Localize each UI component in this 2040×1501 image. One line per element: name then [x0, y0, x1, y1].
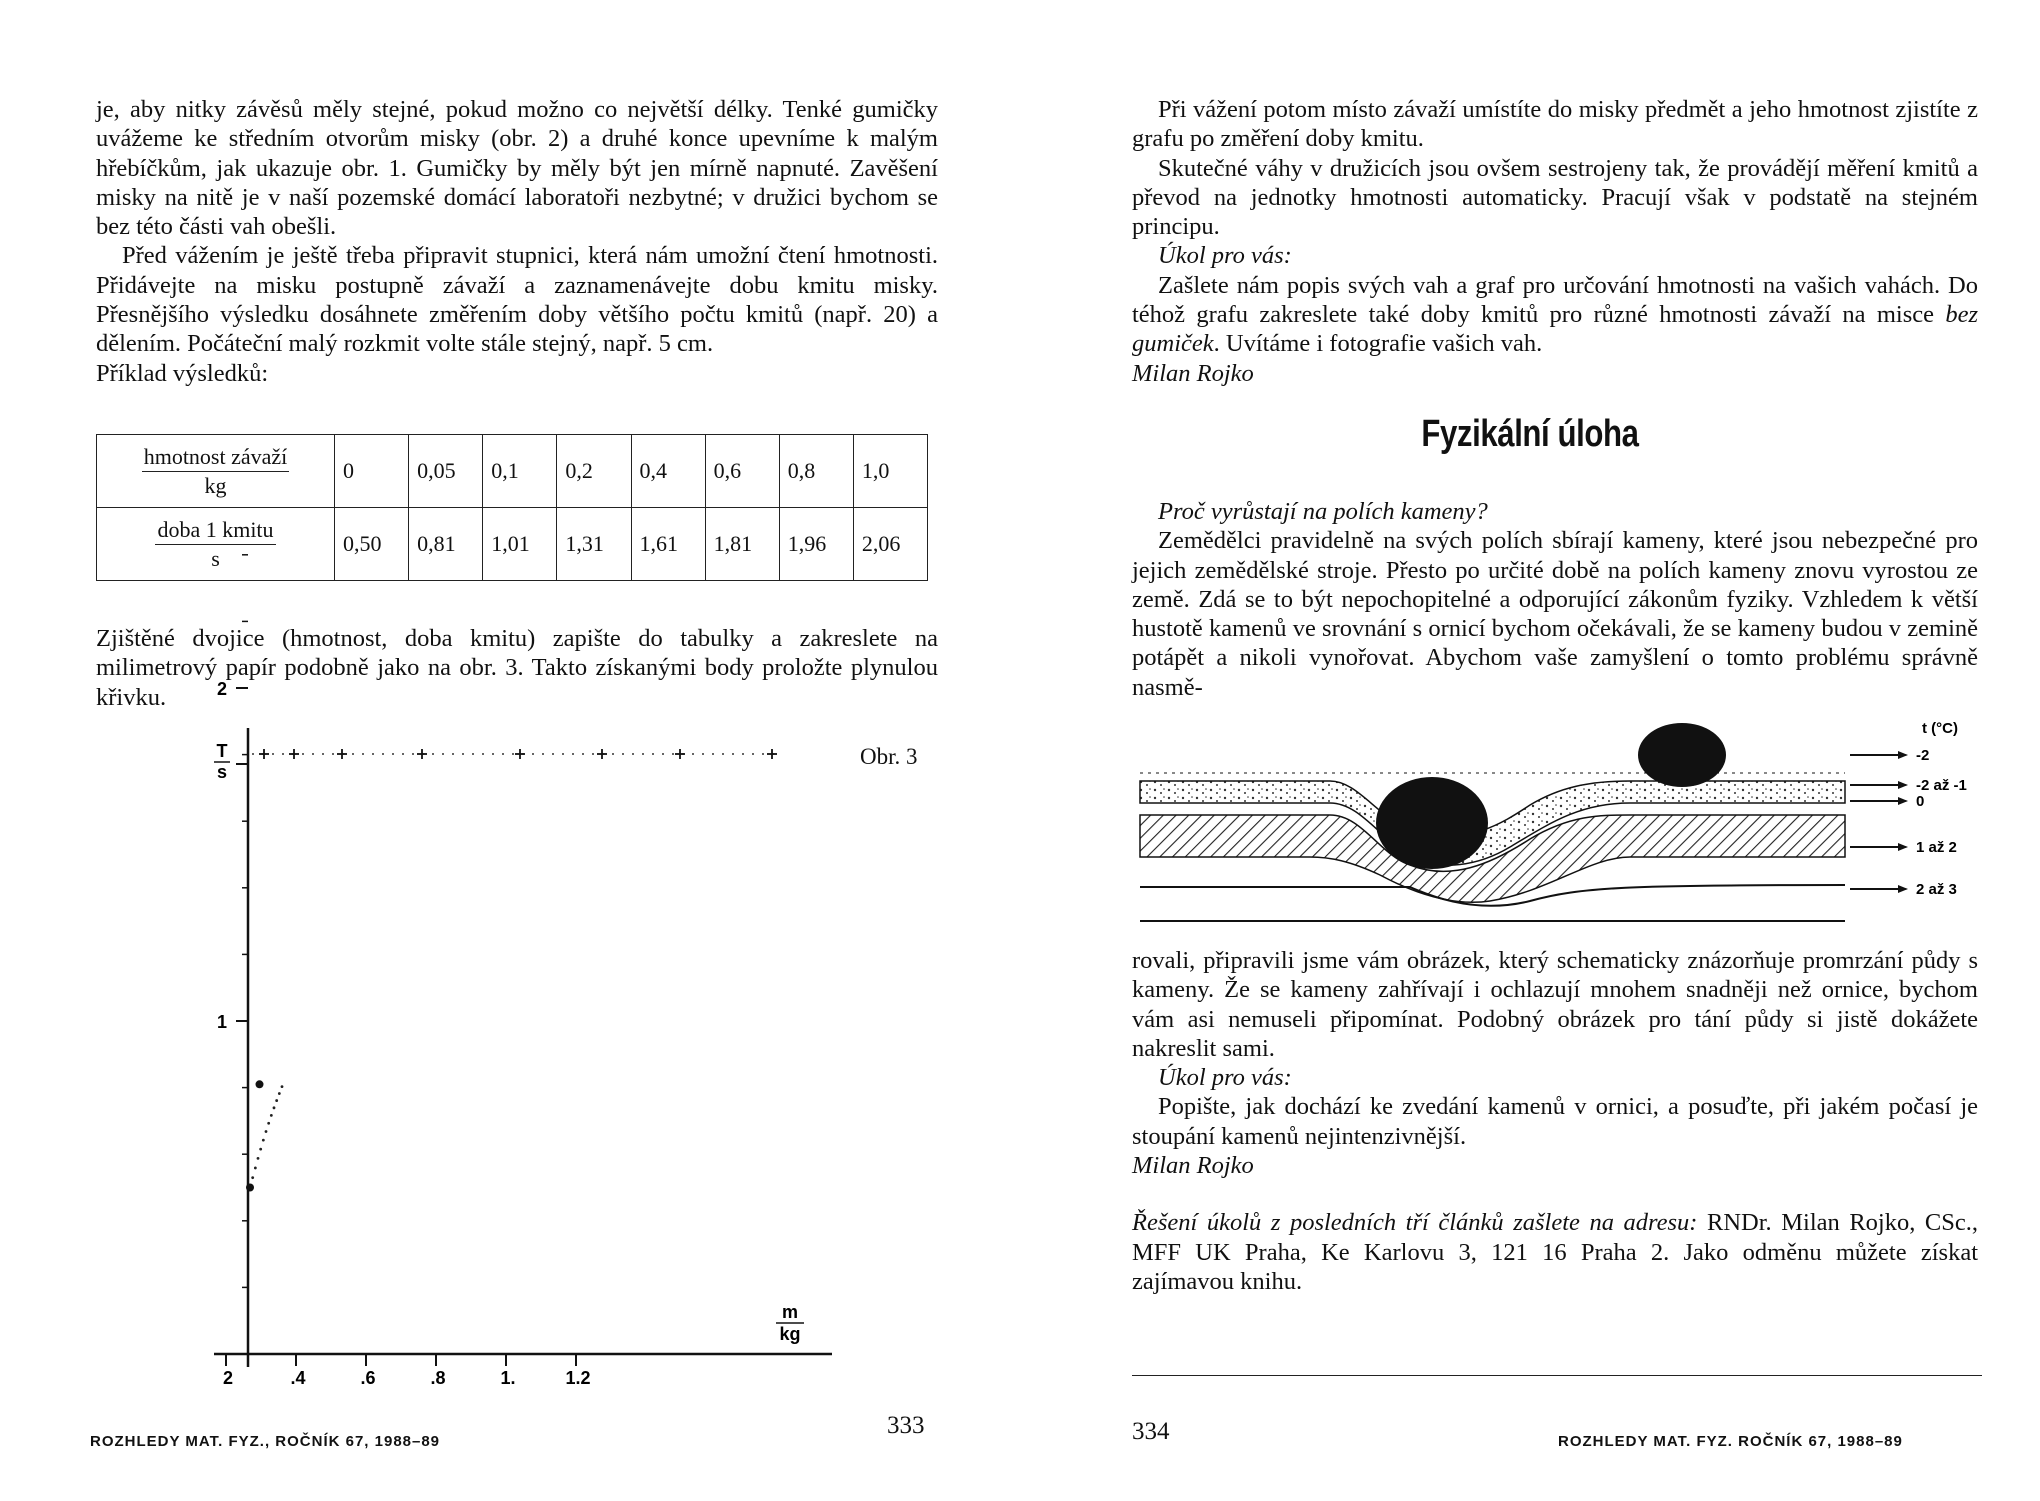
y-tick-label: 2	[216, 679, 228, 699]
x-axis-label-num: m	[781, 1302, 799, 1322]
table-cell: 1,0	[853, 435, 927, 508]
curve-dot	[257, 1157, 260, 1160]
task-text-italic: bez gumiček	[1132, 301, 1978, 358]
top-cross-marks	[252, 749, 780, 759]
paragraph: je, aby nitky závěsů měly stejné, pokud možno co největší délky. Tenké gumičky uvážeme ke středním otvorům misky (obr. 2) a druhé konce upevníme k malým hřebíčkům, jak ukazuje obr. 1. Gumičky by měly být jen mírně napnuté. Zavěšení misky na nitě je v naší pozemské domácí laboratoři nezbytné; v družici bychom se bez této části vah obešli.	[96, 96, 938, 241]
task-heading: Úkol pro vás:	[1158, 1064, 1292, 1092]
legend-arrowhead	[1898, 885, 1908, 893]
problem-text-continued: rovali, připravili jsme vám obrázek, který schematicky znázorňuje promrzání půdy s kameny. Že se kameny zahřívají i ochlazují mnohem snadněji než ornice, bychom vám asi nemuseli připomínat. Podobný obrázek pro tání půdy si jistě dokážete nakreslit sami.	[1132, 947, 1978, 1062]
paragraph: Skutečné váhy v družicích jsou ovšem sestrojeny tak, že provádějí měření kmitů a převod na jednotky hmotnosti automaticky. Pracují však v podstatě na stejném principu.	[1132, 154, 1978, 241]
table-cell: 1,81	[705, 508, 779, 581]
right-page	[1020, 0, 2040, 1501]
y-tick-label: 1	[216, 1012, 228, 1032]
table-cell: 0,4	[631, 435, 705, 508]
y-axis-label-den: s	[216, 762, 228, 782]
x-axis-label	[776, 1302, 804, 1344]
problem-text-block	[1132, 497, 1978, 702]
task-text: Popište, jak dochází ke zvedání kamenů v ornici, a posuďte, při jakém počasí je stoupání kamenů nejintenzivnější.	[1132, 1093, 1978, 1150]
legend-title: t (°C)	[1922, 720, 1958, 737]
results-table	[96, 434, 928, 581]
x-tick-label: .8	[430, 1368, 446, 1388]
period-mass-graph	[200, 679, 840, 1392]
data-point	[256, 1080, 264, 1088]
figure-caption: Obr. 3	[860, 744, 918, 769]
journal-footer: ROZHLEDY MAT. FYZ., ROČNÍK 67, 1988–89	[90, 1433, 441, 1450]
temperature-legend	[1850, 720, 1967, 898]
stone	[1376, 777, 1488, 869]
x-tick-label: 1.	[500, 1368, 516, 1388]
frost-soil-figure	[1110, 715, 2010, 930]
task-heading: Úkol pro vás:	[1158, 242, 1292, 270]
table-cell: 0,81	[409, 508, 483, 581]
x-ticks	[223, 1354, 591, 1388]
table-row-label	[97, 508, 335, 581]
curve-dot	[281, 1085, 284, 1088]
label-denominator: kg	[204, 472, 227, 498]
graph-axes	[214, 728, 832, 1367]
paragraph: Zjištěné dvojice (hmotnost, doba kmitu) zapište do tabulky a zakreslete na milimetrový papír podobně jako na obr. 3. Takto získanými body proložte plynulou křivku.	[96, 625, 938, 711]
signature: Milan Rojko	[1132, 359, 1254, 387]
page-number: 333	[887, 1412, 925, 1439]
curve-dot	[270, 1114, 273, 1117]
curve-dot	[278, 1092, 281, 1095]
page-number: 334	[1132, 1418, 1170, 1445]
paragraph: Při vážení potom místo závaží umístíte do misky předmět a jeho hmotnost zjistíte z grafu po změření doby kmitu.	[1132, 96, 1978, 153]
label-denominator: s	[211, 545, 220, 571]
section-title: Fyzikální úloha	[1421, 413, 1639, 455]
y-axis-label-num: T	[216, 741, 228, 761]
task-text-part: Zašlete nám popis svých vah a graf pro určování hmotnosti na vašich vahách. Do téhož grafu zakreslete také doby kmitů pro různé hmotnosti závaží na misce	[1132, 271, 1978, 329]
legend-label: 2 až 3	[1916, 881, 1957, 898]
legend-arrowhead	[1898, 781, 1908, 789]
label-numerator: doba 1 kmitu	[155, 516, 275, 545]
table-cell: 0,2	[557, 435, 631, 508]
curve-dot	[254, 1167, 257, 1170]
legend-label: -2 až -1	[1916, 777, 1967, 794]
curve-dot	[275, 1099, 278, 1102]
question: Proč vyrůstají na polích kameny?	[1158, 498, 1488, 525]
curve-dot	[273, 1106, 276, 1109]
bottom-rule	[1132, 1375, 1982, 1376]
legend-items	[1850, 747, 1967, 898]
table-cell: 0,50	[335, 508, 409, 581]
table-cell: 1,01	[483, 508, 557, 581]
right-text-block-3	[1132, 946, 1978, 1296]
table-row	[97, 508, 928, 581]
journal-footer: ROZHLEDY MAT. FYZ. ROČNÍK 67, 1988–89	[1558, 1433, 1903, 1450]
address-text: RNDr. Milan Rojko, CSc., MFF UK Praha, Ke Karlovu 3, 121 16 Praha 2. Jako odměnu můžete získat zajímavou knihu.	[1132, 1209, 1978, 1295]
y-axis-label	[214, 741, 230, 782]
legend-label: 0	[1916, 793, 1925, 810]
table-cell: 0,05	[409, 435, 483, 508]
legend-label: 1 až 2	[1916, 839, 1957, 856]
label-numerator: hmotnost závaží	[142, 443, 290, 472]
task-text-part: . Uvítáme i fotografie vašich vah.	[1213, 330, 1543, 358]
curve-dot	[267, 1122, 270, 1125]
problem-text: Zemědělci pravidelně na svých polích sbírají kameny, které jsou nebezpečné pro jejich zemědělské stroje. Přesto po určité době na polích kameny znovu vyrostou ze země. Zdá se to být nepochopitelné a odporující zákonům fyziky. Vzhledem k větší hustotě kamenů ve srovnání s ornicí bychom očekávali, že se kameny budou v zemině potápět a nikoli vynořovat. Abychom vaše zamyšlení o tomto problému správně nasmě-	[1132, 527, 1978, 701]
table-cell: 1,96	[779, 508, 853, 581]
curve-sketch	[249, 1085, 284, 1189]
table-row-label	[97, 435, 335, 508]
x-axis-label-den: kg	[779, 1324, 801, 1344]
stone	[1638, 723, 1726, 787]
paragraph: Před vážením je ještě třeba připravit stupnici, která nám umožní čtení hmotnosti. Přidávejte na misku postupně závaží a zaznamenávejte dobu kmitu misky. Přesnějšího výsledku dosáhnete změřením doby většího počtu kmitů (např. 20) a dělením. Počáteční malý rozkmit volte stále stejný, např. 5 cm.	[96, 242, 938, 358]
curve-dot	[265, 1130, 268, 1133]
left-text-block	[96, 95, 938, 388]
table-cell: 0,8	[779, 435, 853, 508]
x-tick-label: .4	[290, 1368, 306, 1388]
address-intro: Řešení úkolů z posledních tří článků zašlete na adresu:	[1132, 1209, 1698, 1237]
signature: Milan Rojko	[1132, 1152, 1254, 1180]
legend-arrowhead	[1898, 843, 1908, 851]
table-cell: 2,06	[853, 508, 927, 581]
table-row	[97, 435, 928, 508]
legend-arrowhead	[1898, 751, 1908, 759]
curve-dot	[262, 1139, 265, 1142]
legend-label: -2	[1916, 747, 1930, 764]
address-paragraph	[1132, 1208, 1978, 1296]
x-tick-label: .6	[360, 1368, 376, 1388]
table-cell: 1,31	[557, 508, 631, 581]
right-text-block	[1132, 95, 1978, 388]
x-tick-label: 2	[222, 1368, 234, 1388]
task-text	[1132, 271, 1978, 359]
data-point	[246, 1184, 254, 1192]
table-cell: 0,1	[483, 435, 557, 508]
legend-arrowhead	[1898, 797, 1908, 805]
table-cell: 1,61	[631, 508, 705, 581]
y-ticks	[217, 679, 248, 1032]
soil-layers	[1140, 773, 1845, 921]
x-tick-label: 1.2	[565, 1368, 591, 1388]
paragraph: Příklad výsledků:	[96, 359, 269, 387]
curve-dot	[251, 1176, 254, 1179]
table-cell: 0,6	[705, 435, 779, 508]
curve-dot	[259, 1148, 262, 1151]
table-cell: 0	[335, 435, 409, 508]
